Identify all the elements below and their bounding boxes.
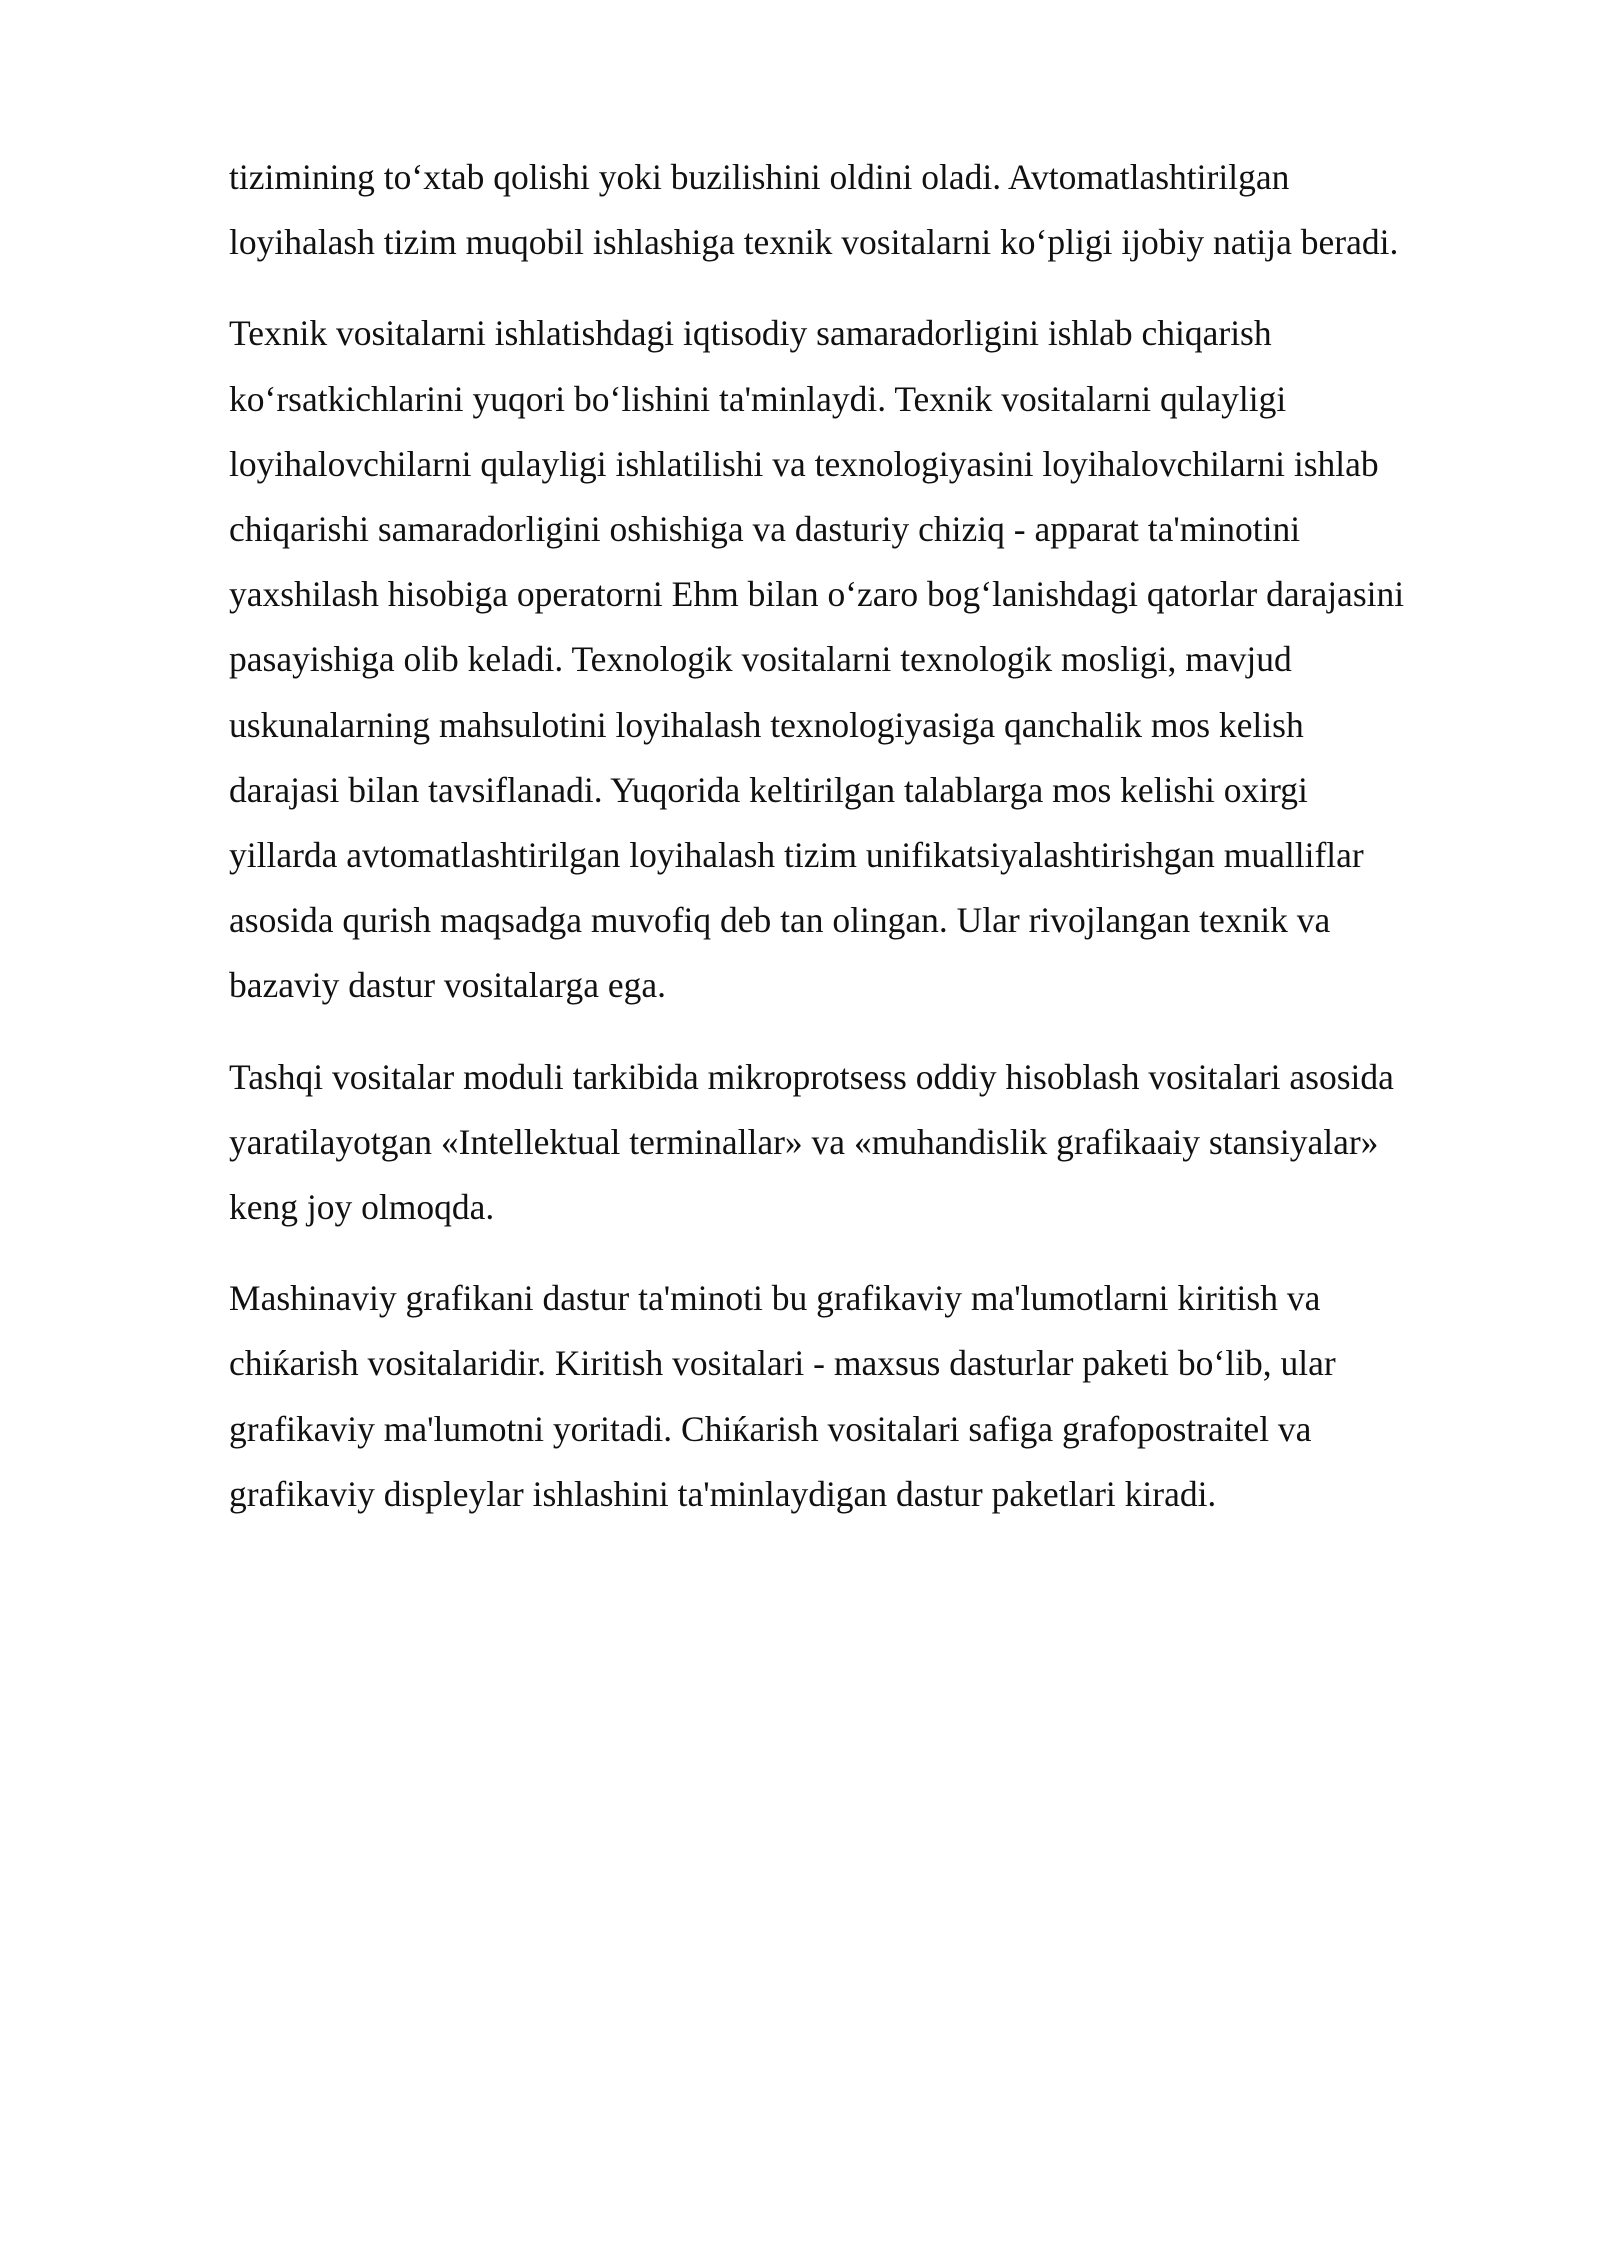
text-line: Mashinaviy grafikani dastur ta'minoti bu grafikaviy ma'lumotlarni kiritish va [229,1278,1321,1319]
text-line: chiќarish vositalaridir. Kiritish vositalari - maxsus dasturlar paketi bo‘lib, ular [229,1343,1336,1384]
document-body [229,145,1489,1553]
text-line: yaxshilash hisobiga operatorni Ehm bilan o‘zaro bog‘lanishdagi qatorlar darajasini [229,574,1405,615]
text-line: bazaviy dastur vositalarga ega. [229,965,667,1006]
text-line: tizimining to‘xtab qolishi yoki buzilishini oldini oladi. Avtomatlashtirilgan [229,157,1290,197]
text-line: grafikaviy displeylar ishlashini ta'minlaydigan dastur paketlari kiradi. [229,1473,1217,1514]
paragraph-4 [229,1266,1489,1527]
text-line: loyihalash tizim muqobil ishlashiga texnik vositalarni ko‘pligi ijobiy natija beradi. [229,222,1399,263]
text-line: Tashqi vositalar moduli tarkibida mikroprotsess oddiy hisoblash vositalari asosida [229,1056,1394,1097]
paragraph-2 [229,301,1489,1018]
paragraph-3 [229,1045,1489,1241]
text-line: chiqarishi samaradorligini oshishiga va dasturiy chiziq - apparat ta'minotini [229,509,1301,550]
text-line: ko‘rsatkichlarini yuqori bo‘lishini ta'minlaydi. Texnik vositalarni qulayligi [229,378,1287,419]
text-line: darajasi bilan tavsiflanadi. Yuqorida keltirilgan talablarga mos kelishi oxirgi [229,769,1308,810]
text-line: asosida qurish maqsadga muvofiq deb tan olingan. Ular rivojlangan texnik va [229,900,1331,941]
text-line: pasayishiga olib keladi. Texnologik vositalarni texnologik mosligi, mavjud [229,639,1292,680]
text-line: yaratilayotgan «Intellektual terminallar» va «muhandislik grafikaaiy stansiyalar» [229,1121,1379,1162]
text-line: uskunalarning mahsulotini loyihalash texnologiyasiga qanchalik mos kelish [229,704,1304,745]
text-line: loyihalovchilarni qulayligi ishlatilishi va texnologiyasini loyihalovchilarni ishlab [229,443,1379,484]
text-line: Texnik vositalarni ishlatishdagi iqtisodiy samaradorligini ishlab chiqarish [229,313,1272,354]
text-line: yillarda avtomatlashtirilgan loyihalash tizim unifikatsiyalashtirishgan mualliflar [229,835,1364,876]
paragraph-1 [229,145,1489,275]
text-line: grafikaviy ma'lumotni yoritadi. Chiќarish vositalari safiga grafopostraitel va [229,1408,1312,1449]
text-line: keng joy olmoqda. [229,1187,495,1228]
